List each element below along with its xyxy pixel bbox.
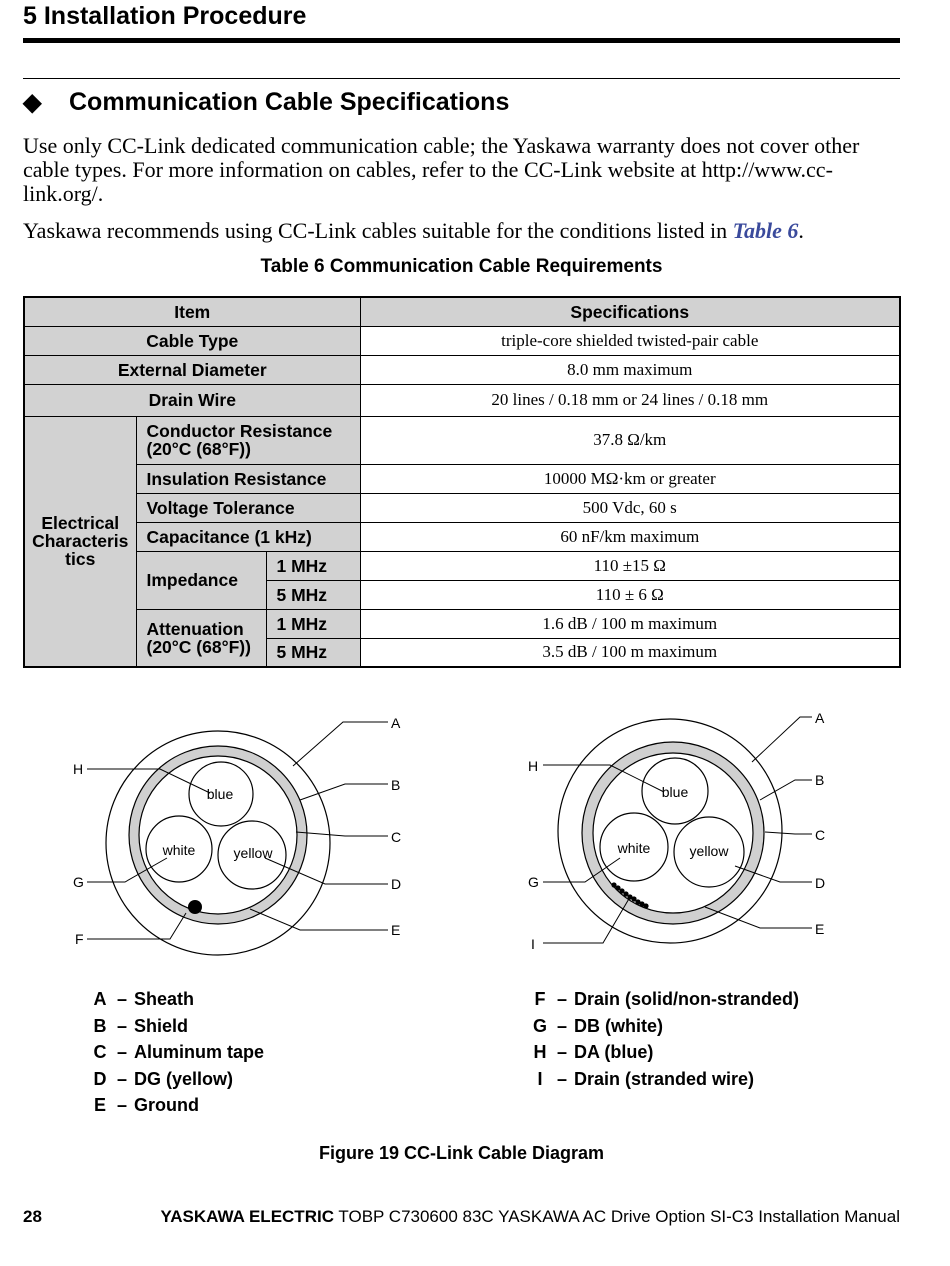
spec-cell: 3.5 dB / 100 m maximum [360,638,900,667]
right-cable-cross-section [528,710,825,952]
table-row [24,609,900,638]
footer-doc-title: TOBP C730600 83C YASKAWA AC Drive Option SI-C3 Installation Manual [333,1207,900,1226]
callout-label-e: E [815,921,825,937]
legend-item: F – Drain (solid/non-stranded) [534,989,799,1009]
cc-link-cable-diagram [0,690,950,960]
legend-item: I – Drain (stranded wire) [537,1068,755,1089]
item-cell: External Diameter [24,355,360,384]
legend-item: E – Ground [93,1095,199,1115]
header-specifications: Specifications [360,297,900,326]
wire-label: yellow [689,843,729,859]
legend-item: H – DA (blue) [533,1042,654,1062]
item-cell: Drain Wire [24,384,360,416]
callout-label-c: C [391,829,402,845]
spec-cell: triple-core shielded twisted-pair cable [360,326,900,355]
callout-label-g: G [73,874,84,890]
callout-label-b: B [391,777,401,793]
callout-label-a: A [391,715,401,731]
spec-cell: 110 ±15 Ω [360,551,900,580]
frequency-cell: 5 MHz [266,638,360,667]
left-cable-cross-section [73,715,401,955]
table-row [24,493,900,522]
footer-text [160,1206,900,1228]
header-item: Item [24,297,360,326]
legend-item: D – DG (yellow) [93,1068,234,1089]
legend-item: G – DB (white) [532,1015,663,1036]
spec-cell: 10000 MΩ·km or greater [360,464,900,493]
callout-label-h: H [73,761,84,777]
item-cell: Insulation Resistance [136,464,360,493]
spec-cell: 20 lines / 0.18 mm or 24 lines / 0.18 mm [360,384,900,416]
callout-label-b: B [815,772,825,788]
table-header-row [24,297,900,326]
table-row [24,355,900,384]
footer-brand: YASKAWA ELECTRIC [160,1207,334,1226]
spec-cell: 60 nF/km maximum [360,522,900,551]
frequency-cell: 5 MHz [266,580,360,609]
figure-caption: Figure 19 CC-Link Cable Diagram [318,1143,605,1163]
callout-label-e: E [391,922,401,938]
callout-label-d: D [815,875,826,891]
electrical-group-label: Electrical Characteris tics [24,416,136,667]
section-heading [23,86,509,119]
spec-cell: 110 ± 6 Ω [360,580,900,609]
callout-label-h: H [528,758,539,774]
cable-requirements-table [23,296,901,668]
recommendation-text: Yaskawa recommends using CC-Link cables suitable for the conditions listed in [23,218,733,243]
table-row [24,326,900,355]
frequency-cell: 1 MHz [266,609,360,638]
legend-item: C – Aluminum tape [93,1042,265,1062]
recommendation-paragraph [23,219,903,243]
legend-item: B – Shield [93,1015,189,1036]
callout-label-a: A [815,710,825,726]
callout-label-d: D [391,876,402,892]
intro-paragraph: Use only CC-Link dedicated communication cable; the Yaskawa warranty does not cover other cable types. For more information on cables, refer to the CC-Link website at http://www.cc-link.org/. [23,133,860,206]
callout-label-f: F [75,931,84,947]
item-cell: Voltage Tolerance [136,493,360,522]
wire-label: yellow [233,845,273,861]
item-cell: Attenuation (20°C (68°F)) [136,609,266,667]
table-row [24,384,900,416]
recommendation-end: . [798,218,804,243]
spec-cell: 8.0 mm maximum [360,355,900,384]
spec-cell: 500 Vdc, 60 s [360,493,900,522]
item-cell: Cable Type [24,326,360,355]
spec-cell: 1.6 dB / 100 m maximum [360,609,900,638]
wire-label: blue [206,786,234,802]
callout-label-g: G [528,874,539,890]
table-row [24,522,900,551]
diamond-bullet-icon: ◆ [23,89,42,116]
wire-label: blue [661,784,689,800]
table-caption: Table 6 Communication Cable Requirements [260,256,663,277]
table-row [24,551,900,580]
item-cell: Conductor Resistance (20°C (68°F)) [136,416,360,464]
legend-left [90,986,264,1119]
legend-item: A – Sheath [93,989,195,1009]
item-cell: Impedance [136,551,266,609]
frequency-cell: 1 MHz [266,551,360,580]
spec-cell: 37.8 Ω/km [360,416,900,464]
page-number: 28 [23,1207,42,1226]
callout-label-i: I [531,936,535,952]
wire-label: white [617,840,651,856]
section-title: Communication Cable Specifications [69,88,510,116]
item-cell: Capacitance (1 kHz) [136,522,360,551]
table-row [24,464,900,493]
table-6-link[interactable]: Table 6 [732,218,799,243]
chapter-heading: 5 Installation Procedure [23,0,900,43]
legend-right [530,986,799,1092]
wire-label: white [162,842,196,858]
section-divider [23,78,900,79]
table-row [24,416,900,464]
solid-drain-wire [188,900,202,914]
callout-label-c: C [815,827,826,843]
